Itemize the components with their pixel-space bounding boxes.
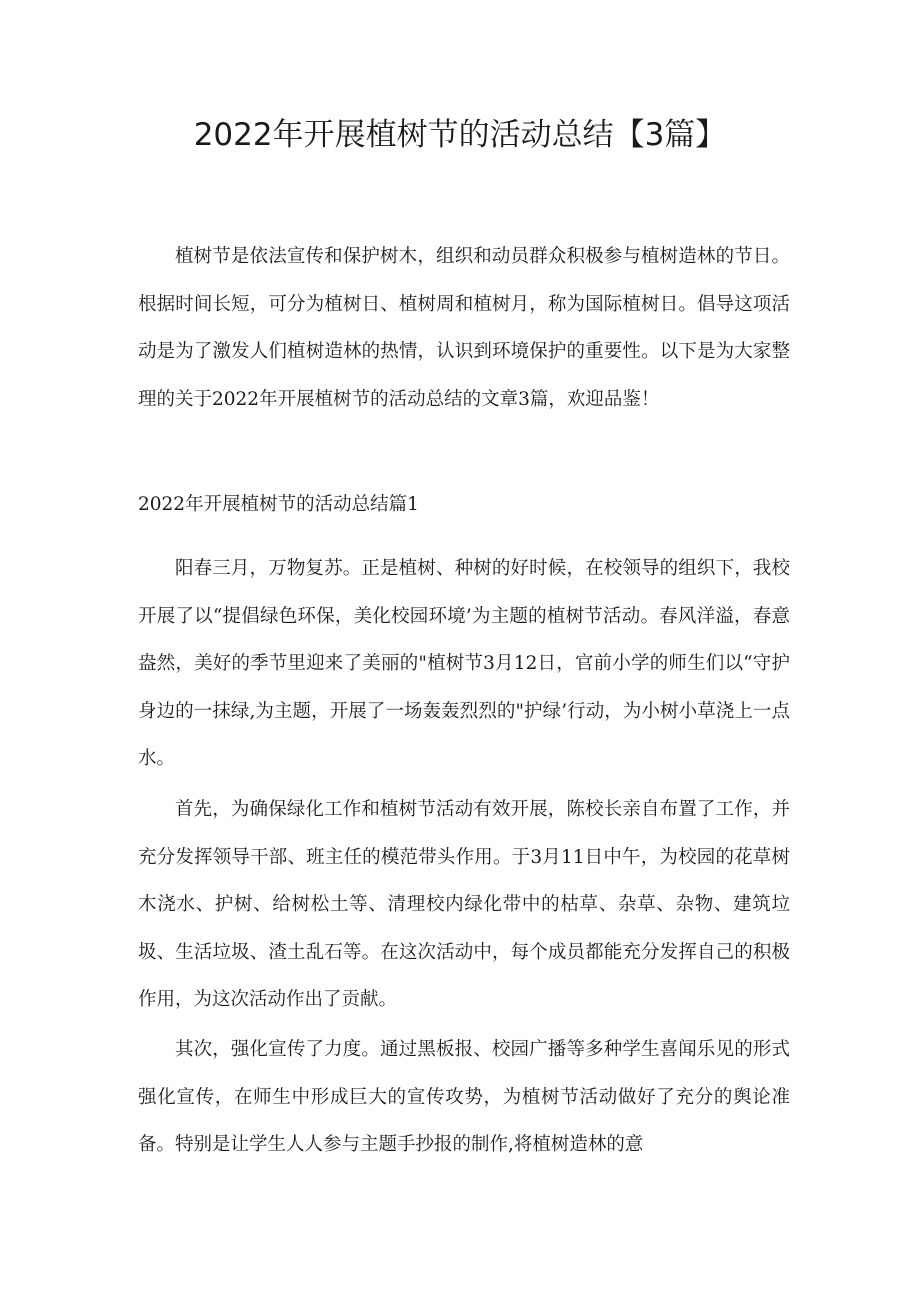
body-paragraph: 首先，为确保绿化工作和植树节活动有效开展，陈校长亲自布置了工作，并充分发挥领导干部、班主任的模范带头作用。于3月11日中午，为校园的花草树木浇水、护树、给树松土等、清理校内绿化带中的枯草、杂草、杂物、建筑垃圾、生活垃圾、渣土乱石等。在这次活动中，每个成员都能充分发挥自己的积极作用，为这次活动作出了贡献。 [138, 799, 790, 1010]
document-title: 2022年开展植树节的活动总结【3篇】 [193, 117, 727, 153]
section-heading: 2022年开展植树节的活动总结篇1 [138, 494, 419, 515]
intro-paragraph: 植树节是依法宣传和保护树木，组织和动员群众积极参与植树造林的节日。根据时间长短，可分为植树日、植树周和植树月，称为国际植树日。倡导这项活动是为了激发人们植树造林的热情，认识到环境保护的重要性。以下是为大家整理的关于2022年开展植树节的活动总结的文章3篇，欢迎品鉴！ [138, 246, 790, 410]
body-paragraph: 其次，强化宣传了力度。通过黑板报、校园广播等多种学生喜闻乐见的形式强化宣传，在师生中形成巨大的宣传攻势，为植树节活动做好了充分的舆论准备。特别是让学生人人参与主题手抄报的制作,将植树造林的意 [138, 1039, 790, 1155]
body-paragraph: 阳春三月，万物复苏。正是植树、种树的好时候，在校领导的组织下，我校开展了以“提倡绿色环保，美化校园环境’为主题的植树节活动。春风洋溢，春意盎然，美好的季节里迎来了美丽的"植树节3月12日，官前小学的师生们以“守护身边的一抹绿,为主题，开展了一场轰轰烈烈的"护绿’行动，为小树小草浇上一点水。 [138, 558, 790, 769]
